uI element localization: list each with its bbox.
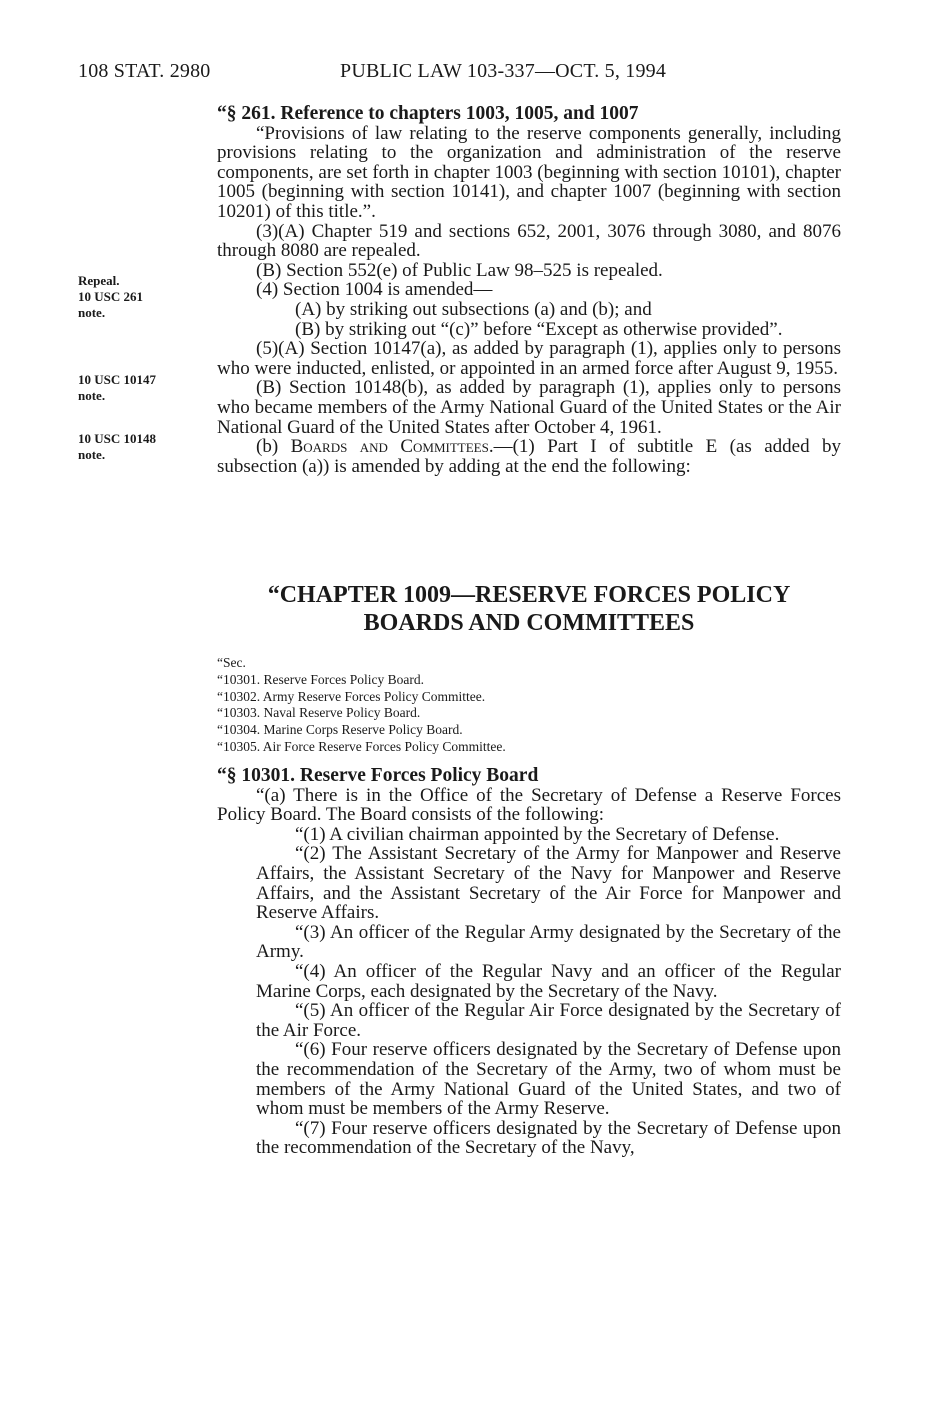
margin-note-line: 10 USC 261 [78, 289, 144, 304]
board-member-3: “(3) An officer of the Regular Army designated by the Secretary of the Army. [256, 921, 841, 963]
para-3b: (B) Section 552(e) of Public Law 98–525 is repealed. [256, 259, 663, 281]
toc-item: “10304. Marine Corps Reserve Policy Board. [217, 722, 463, 738]
margin-note-line: note. [78, 447, 106, 462]
page-law-title: PUBLIC LAW 103-337—OCT. 5, 1994 [340, 60, 667, 82]
margin-note-line: 10 USC 10148 [78, 431, 157, 446]
toc-item: “10301. Reserve Forces Policy Board. [217, 671, 424, 687]
margin-note-line: Repeal. [78, 273, 120, 288]
section-261-heading: “§ 261. Reference to chapters 1003, 1005, and 1007 [217, 103, 639, 124]
para-b-heading: Boards and Committees. [290, 436, 494, 458]
margin-note-line: note. [78, 305, 106, 320]
board-member-7: “(7) Four reserve officers designated by the Secretary of Defense upon the recommendation of the Secretary of the Navy, [256, 1117, 841, 1159]
section-261-text: “Provisions of law relating to the reserve components generally, including provisions relating to the organization and administration of the reserve components, are set forth in chapter 1003 (beginning with section 10101), chapter 1005 (beginning with section 10141), and chapter 1007 (beginning with section 10201) of this title.”. [217, 122, 841, 222]
para-b-prefix: (b) [256, 436, 291, 458]
board-member-2: “(2) The Assistant Secretary of the Army for Manpower and Reserve Affairs, the Assistant Secretary of the Navy for Manpower and Reserve Affairs, and the Assistant Secretary of the Air Force for Manpower and Reserve Affairs. [256, 843, 841, 924]
margin-note-line: note. [78, 388, 106, 403]
para-b-text: —(1) Part I of subtitle E (as added by subsection (a)) is amended by adding at the end the following: [217, 436, 842, 477]
para-4b: (B) by striking out “(c)” before “Except as otherwise provided”. [295, 318, 783, 340]
margin-note-repeal [78, 273, 198, 321]
section-10301-heading: “§ 10301. Reserve Forces Policy Board [217, 765, 539, 786]
table-of-sections [217, 655, 506, 756]
board-member-1: “(1) A civilian chairman appointed by the Secretary of Defense. [295, 823, 780, 845]
para-5b: (B) Section 10148(b), as added by paragraph (1), applies only to persons who became members of the Army National Guard of the United States or the Air National Guard of the United States after October 4, 1961. [217, 377, 841, 438]
board-member-5: “(5) An officer of the Regular Air Force designated by the Secretary of the Air Force. [256, 1000, 841, 1041]
section-10301-block [217, 766, 841, 1158]
margin-note-10147 [78, 372, 198, 404]
margin-note-line: 10 USC 10147 [78, 372, 157, 387]
chapter-heading-line-1: “CHAPTER 1009—RESERVE FORCES POLICY [267, 582, 791, 608]
page-stat-number: 108 STAT. 2980 [78, 60, 211, 82]
toc-item: “10302. Army Reserve Forces Policy Committee. [217, 688, 486, 704]
toc-item: “Sec. [217, 655, 246, 670]
toc-item: “10303. Naval Reserve Policy Board. [217, 705, 421, 721]
margin-note-10148 [78, 431, 198, 463]
para-3a: (3)(A) Chapter 519 and sections 652, 2001, 3076 through 3080, and 8076 through 8080 are repealed. [217, 220, 841, 262]
board-member-6: “(6) Four reserve officers designated by the Secretary of Defense upon the recommendation of the Secretary of the Army, two of whom must be members of the Army National Guard of the United States, and two of whom must be members of the Army Reserve. [256, 1039, 841, 1120]
section-261-block [217, 104, 841, 476]
toc-item: “10305. Air Force Reserve Forces Policy Committee. [217, 738, 506, 754]
section-10301-a: “(a) There is in the Office of the Secretary of Defense a Reserve Forces Policy Board. The Board consists of the following: [217, 784, 841, 826]
para-5a: (5)(A) Section 10147(a), as added by paragraph (1), applies only to persons who were inducted, enlisted, or appointed in an armed force after August 9, 1955. [217, 338, 841, 379]
para-4a: (A) by striking out subsections (a) and (b); and [295, 298, 652, 320]
chapter-heading [217, 581, 841, 637]
board-member-4: “(4) An officer of the Regular Navy and an officer of the Regular Marine Corps, each designated by the Secretary of the Navy. [256, 960, 841, 1002]
para-4: (4) Section 1004 is amended— [256, 279, 493, 301]
chapter-heading-line-2: BOARDS AND COMMITTEES [363, 610, 695, 636]
para-b [217, 437, 841, 476]
